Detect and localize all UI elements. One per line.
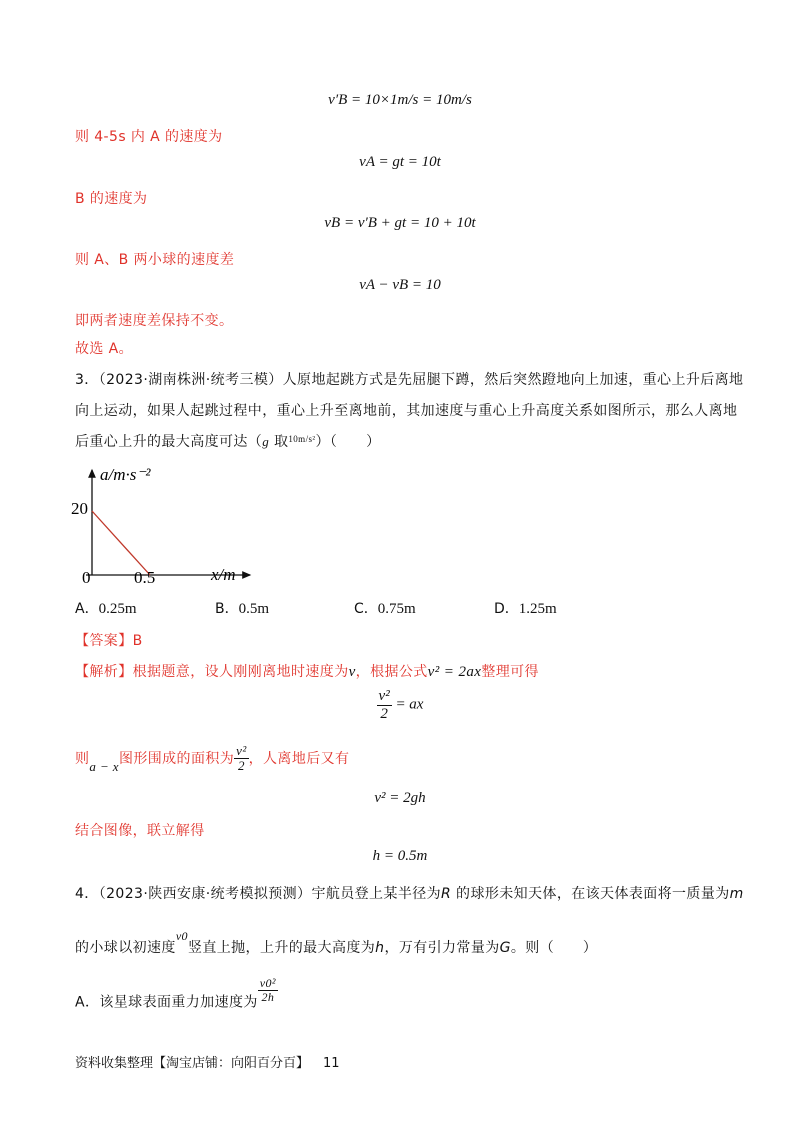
equation-vb: vB = v′B + gt = 10 + 10t	[324, 215, 476, 231]
equation-v2-over-2	[0, 688, 800, 722]
option-c[interactable]	[354, 598, 416, 618]
value-10m-s2: 10m/s²	[288, 434, 316, 444]
question-text: 后重心上升的最大高度可达（	[75, 434, 263, 450]
equation-va: vA = gt = 10t	[359, 154, 441, 170]
acceleration-height-chart	[70, 458, 270, 588]
text-conclusion: 即两者速度差保持不变。	[75, 313, 234, 329]
formula-v2-2ax: v² = 2ax	[427, 664, 482, 680]
option-a[interactable]	[75, 598, 137, 618]
option-value: 1.25m	[518, 601, 557, 617]
analysis-text: 则	[75, 750, 90, 767]
symbol-v0: v0	[175, 929, 188, 943]
option-value: 0.25m	[98, 601, 137, 617]
x-tick-label: 0.5	[134, 568, 156, 587]
option-label: B．	[215, 601, 239, 617]
fraction-denominator: 2	[380, 705, 388, 722]
equation-speed-diff: vA − vB = 10	[359, 277, 441, 293]
option-label: D．	[494, 601, 519, 617]
question-number: 3．	[75, 372, 99, 388]
analysis-line1	[75, 661, 539, 681]
analysis-tag: 【解析】	[75, 664, 133, 680]
option-label: A．	[75, 601, 99, 617]
analysis-text: 图形围成的面积为	[118, 750, 235, 767]
page-footer	[75, 1052, 340, 1071]
x-axis-label: x/m	[211, 565, 236, 584]
question-text: 的球形未知天体，在该天体表面将一质量为	[451, 886, 730, 902]
question-4-line1	[75, 883, 744, 903]
symbol-m: m	[729, 886, 744, 902]
question-3-line3	[75, 431, 380, 451]
question-text: 竖直上抛，上升的最大高度为	[187, 940, 376, 956]
fraction-rhs: = ax	[395, 696, 424, 713]
analysis-text: ，人离地后又有	[248, 750, 350, 767]
y-axis-label: a/m·s⁻²	[100, 465, 151, 484]
equation-v2-2gh: v² = 2gh	[374, 790, 426, 806]
answer-label: 【答案】B	[75, 633, 143, 649]
symbol-G: G	[499, 940, 511, 956]
symbol-h: h	[375, 940, 385, 956]
text-a-speed-intro: 则 4-5s 内 A 的速度为	[75, 129, 223, 145]
analysis-line2	[75, 744, 349, 774]
question-4-option-a[interactable]	[75, 977, 278, 1012]
answer-bracket: 。则（ ）	[510, 940, 598, 956]
question-text: ，万有引力常量为	[384, 940, 500, 956]
option-b[interactable]	[215, 598, 269, 618]
question-3-line1	[75, 369, 743, 389]
option-text: A．该星球表面重力加速度为	[75, 994, 258, 1011]
text-choose-a: 故选 A。	[75, 341, 134, 357]
question-text: 取	[269, 434, 289, 450]
data-line	[92, 511, 150, 575]
symbol-a-minus-x: a − x	[89, 758, 119, 774]
equation-vb-prime: v′B = 10×1m/s = 10m/s	[328, 92, 472, 108]
analysis-text: 整理可得	[481, 664, 539, 680]
fraction-numerator: v²	[236, 743, 247, 758]
fraction-numerator: v0²	[259, 976, 276, 990]
option-value: 0.5m	[238, 601, 270, 617]
question-3-line2: 向上运动，如果人起跳过程中，重心上升至离地前，其加速度与重心上升高度关系如图所示，那么人离地	[75, 403, 738, 419]
fraction-denominator: 2	[237, 758, 245, 774]
text-speed-diff-intro: 则 A、B 两小球的速度差	[75, 252, 235, 268]
analysis-text: 根据题意，设人刚刚离地时速度为	[132, 664, 349, 680]
fraction-denominator: 2h	[261, 990, 275, 1005]
option-d[interactable]	[494, 598, 557, 618]
origin-label: 0	[82, 568, 91, 587]
answer-bracket: ）（ ）	[315, 434, 381, 450]
question-text: （2023·陕西安康·统考模拟预测）宇航员登上某半径为	[98, 886, 442, 902]
text-combine: 结合图像，联立解得	[75, 823, 205, 839]
symbol-v: v	[348, 664, 356, 680]
question-4-line2	[75, 929, 598, 957]
analysis-text: ，根据公式	[355, 664, 428, 680]
option-label: C．	[354, 601, 378, 617]
page-number: 11	[323, 1056, 340, 1071]
symbol-R: R	[441, 886, 452, 902]
question-number: 4．	[75, 886, 99, 902]
y-tick-label: 20	[71, 499, 88, 518]
question-text: （2023·湖南株洲·统考三模）人原地起跳方式是先屈腿下蹲，然后突然蹬地向上加速，重心上升后离地	[98, 372, 744, 388]
footer-text: 资料收集整理【淘宝店铺：向阳百分百】	[75, 1056, 310, 1071]
equation-h-result: h = 0.5m	[372, 848, 428, 864]
text-b-speed-intro: B 的速度为	[75, 191, 148, 207]
question-text: 的小球以初速度	[75, 940, 176, 956]
fraction-numerator: v²	[378, 688, 390, 704]
symbol-g: g	[262, 434, 270, 449]
option-value: 0.75m	[377, 601, 416, 617]
